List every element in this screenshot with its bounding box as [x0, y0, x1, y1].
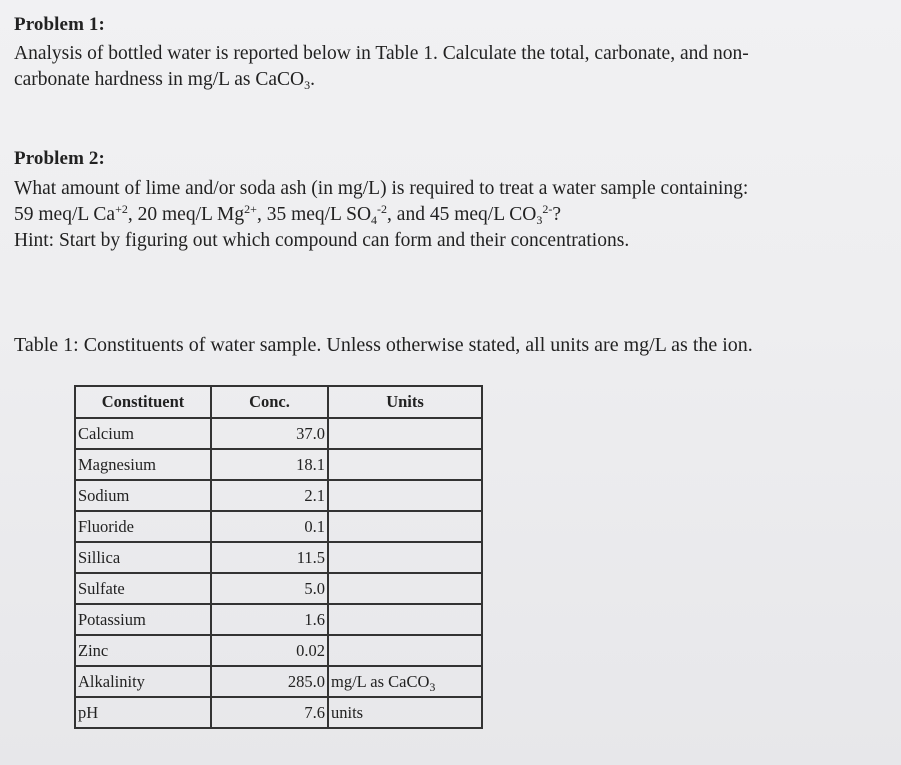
table-row	[75, 542, 482, 573]
conc-cell: 18.1	[211, 449, 328, 480]
problem-2-text	[14, 176, 748, 254]
units-cell	[328, 666, 482, 697]
table-header-row	[75, 386, 482, 418]
problem-1-text	[14, 41, 749, 93]
table-row	[75, 604, 482, 635]
problem-2-line-1: What amount of lime and/or soda ash (in mg/L) is required to treat a water sample containing:	[14, 178, 749, 199]
header-constituent: Constituent	[75, 386, 211, 418]
constituent-cell: Sulfate	[75, 573, 211, 604]
table-row	[75, 418, 482, 449]
constituent-cell: pH	[75, 697, 211, 728]
header-units: Units	[328, 386, 482, 418]
conc-cell: 0.1	[211, 511, 328, 542]
header-conc: Conc.	[211, 386, 328, 418]
table-row	[75, 511, 482, 542]
problem-2-title: Problem 2:	[14, 148, 105, 169]
conc-cell: 37.0	[211, 418, 328, 449]
conc-cell: 2.1	[211, 480, 328, 511]
conc-cell: 11.5	[211, 542, 328, 573]
conc-cell: 285.0	[211, 666, 328, 697]
units-cell	[328, 418, 482, 449]
conc-cell: 5.0	[211, 573, 328, 604]
units-cell	[328, 604, 482, 635]
table-row	[75, 573, 482, 604]
conc-cell: 1.6	[211, 604, 328, 635]
units-cell	[328, 542, 482, 573]
table-row	[75, 449, 482, 480]
units-cell	[328, 449, 482, 480]
table-body	[75, 418, 482, 728]
problem-1-line-2: carbonate hardness in mg/L as CaCO$_3$.	[14, 69, 315, 92]
problem-1-title: Problem 1:	[14, 14, 105, 35]
constituent-cell: Alkalinity	[75, 666, 211, 697]
conc-cell: 7.6	[211, 697, 328, 728]
constituent-cell: Fluoride	[75, 511, 211, 542]
constituent-cell: Calcium	[75, 418, 211, 449]
table-row	[75, 480, 482, 511]
units-cell	[328, 511, 482, 542]
units-subscript: 3	[429, 679, 436, 694]
table-row	[75, 666, 482, 697]
constituent-cell: Sillica	[75, 542, 211, 573]
units-cell	[328, 573, 482, 604]
constituents-table	[74, 385, 483, 729]
problem-1-line-1: Analysis of bottled water is reported below in Table 1. Calculate the total, carbonate, and non-	[14, 43, 749, 64]
units-cell	[328, 480, 482, 511]
units-text: units	[331, 702, 364, 722]
table-row	[75, 697, 482, 728]
constituent-cell: Sodium	[75, 480, 211, 511]
units-text: mg/L as CaCO	[331, 671, 430, 691]
conc-cell: 0.02	[211, 635, 328, 666]
constituent-cell: Zinc	[75, 635, 211, 666]
problem-2-line-2: 59 meq/L $Ca^{+2}$, 20 meq/L $Mg^{2+}$, 35 meq/L $SO_4^{-2}$, and 45 meq/L $CO_3^{2-}$?	[14, 202, 561, 227]
table-caption: Table 1: Constituents of water sample. Unless otherwise stated, all units are mg/L as the ion.	[14, 334, 753, 356]
units-cell	[328, 635, 482, 666]
units-cell	[328, 697, 482, 728]
constituent-cell: Magnesium	[75, 449, 211, 480]
table-row	[75, 635, 482, 666]
constituent-cell: Potassium	[75, 604, 211, 635]
problem-2-hint: Hint: Start by figuring out which compound can form and their concentrations.	[14, 230, 630, 251]
